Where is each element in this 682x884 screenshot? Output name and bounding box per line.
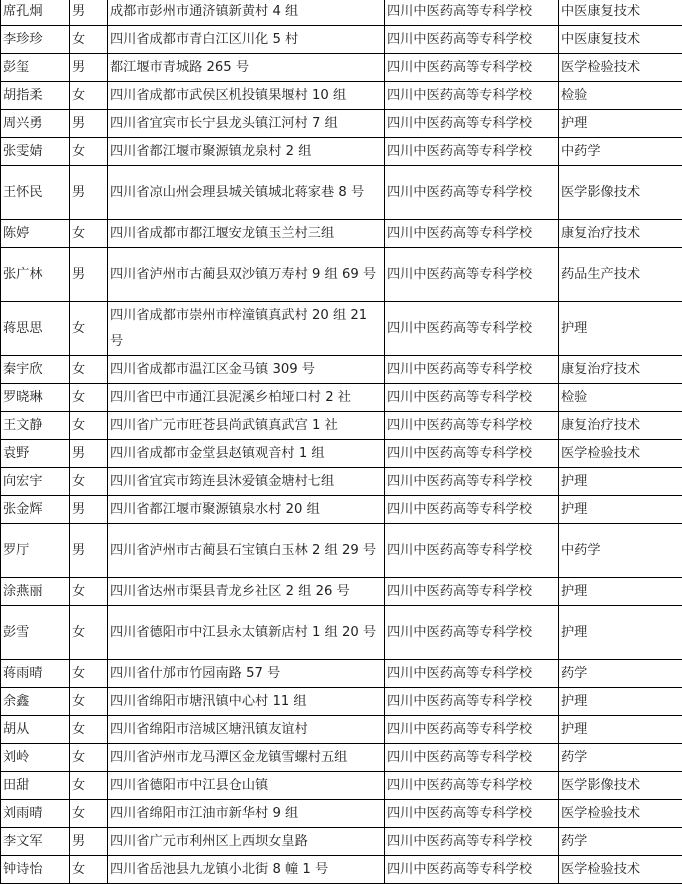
gender-cell: 女 bbox=[70, 688, 108, 716]
name-cell: 王文静 bbox=[1, 412, 70, 440]
table-row bbox=[1, 26, 682, 54]
major-cell: 医学检验技术 bbox=[559, 440, 682, 468]
school-cell: 四川中医药高等专科学校 bbox=[385, 138, 559, 166]
school-cell: 四川中医药高等专科学校 bbox=[385, 384, 559, 412]
gender-cell: 女 bbox=[70, 660, 108, 688]
major-cell: 药学 bbox=[559, 660, 682, 688]
table-row bbox=[1, 356, 682, 384]
name-cell: 秦宇欣 bbox=[1, 356, 70, 384]
table-row bbox=[1, 496, 682, 524]
major-cell: 护理 bbox=[559, 688, 682, 716]
major-cell: 护理 bbox=[559, 110, 682, 138]
school-cell: 四川中医药高等专科学校 bbox=[385, 578, 559, 606]
school-cell: 四川中医药高等专科学校 bbox=[385, 412, 559, 440]
address-cell: 四川省都江堰市聚源镇龙泉村 2 组 bbox=[108, 138, 385, 166]
gender-cell: 女 bbox=[70, 772, 108, 800]
gender-cell: 男 bbox=[70, 248, 108, 302]
address-cell: 四川省什邡市竹园南路 57 号 bbox=[108, 660, 385, 688]
table-row bbox=[1, 772, 682, 800]
table-row bbox=[1, 716, 682, 744]
name-cell: 胡从 bbox=[1, 716, 70, 744]
name-cell: 刘岭 bbox=[1, 744, 70, 772]
school-cell: 四川中医药高等专科学校 bbox=[385, 496, 559, 524]
major-cell: 中医康复技术 bbox=[559, 0, 682, 26]
gender-cell: 男 bbox=[70, 110, 108, 138]
major-cell: 护理 bbox=[559, 716, 682, 744]
table-row bbox=[1, 302, 682, 356]
major-cell: 医学检验技术 bbox=[559, 856, 682, 884]
gender-cell: 女 bbox=[70, 138, 108, 166]
major-cell: 医学检验技术 bbox=[559, 54, 682, 82]
address-cell: 四川省绵阳市涪城区塘汛镇友谊村 bbox=[108, 716, 385, 744]
major-cell: 药学 bbox=[559, 744, 682, 772]
address-cell: 四川省成都市青白江区川化 5 村 bbox=[108, 26, 385, 54]
name-cell: 田甜 bbox=[1, 772, 70, 800]
name-cell: 周兴勇 bbox=[1, 110, 70, 138]
major-cell: 护理 bbox=[559, 468, 682, 496]
gender-cell: 女 bbox=[70, 412, 108, 440]
address-cell: 四川省成都市都江堰安龙镇玉兰村三组 bbox=[108, 220, 385, 248]
address-cell: 四川省成都市金堂县赵镇观音村 1 组 bbox=[108, 440, 385, 468]
table-row bbox=[1, 744, 682, 772]
gender-cell: 女 bbox=[70, 606, 108, 660]
school-cell: 四川中医药高等专科学校 bbox=[385, 744, 559, 772]
gender-cell: 女 bbox=[70, 26, 108, 54]
address-cell: 四川省岳池县九龙镇小北街 8 幢 1 号 bbox=[108, 856, 385, 884]
address-cell: 四川省绵阳市塘汛镇中心村 11 组 bbox=[108, 688, 385, 716]
student-table-body bbox=[1, 0, 682, 884]
name-cell: 罗晓琳 bbox=[1, 384, 70, 412]
school-cell: 四川中医药高等专科学校 bbox=[385, 54, 559, 82]
gender-cell: 男 bbox=[70, 440, 108, 468]
school-cell: 四川中医药高等专科学校 bbox=[385, 248, 559, 302]
school-cell: 四川中医药高等专科学校 bbox=[385, 660, 559, 688]
table-row bbox=[1, 688, 682, 716]
name-cell: 钟诗怡 bbox=[1, 856, 70, 884]
major-cell: 中药学 bbox=[559, 524, 682, 578]
table-row bbox=[1, 524, 682, 578]
name-cell: 张广林 bbox=[1, 248, 70, 302]
gender-cell: 女 bbox=[70, 384, 108, 412]
major-cell: 中药学 bbox=[559, 138, 682, 166]
major-cell: 检验 bbox=[559, 384, 682, 412]
gender-cell: 女 bbox=[70, 468, 108, 496]
address-cell: 四川省泸州市龙马潭区金龙镇雪螺村五组 bbox=[108, 744, 385, 772]
gender-cell: 女 bbox=[70, 302, 108, 356]
gender-cell: 女 bbox=[70, 744, 108, 772]
major-cell: 药学 bbox=[559, 828, 682, 856]
school-cell: 四川中医药高等专科学校 bbox=[385, 688, 559, 716]
table-row bbox=[1, 578, 682, 606]
major-cell: 护理 bbox=[559, 606, 682, 660]
address-cell: 四川省广元市利州区上西坝女皇路 bbox=[108, 828, 385, 856]
major-cell: 医学检验技术 bbox=[559, 800, 682, 828]
name-cell: 胡指柔 bbox=[1, 82, 70, 110]
name-cell: 罗厅 bbox=[1, 524, 70, 578]
major-cell: 护理 bbox=[559, 302, 682, 356]
school-cell: 四川中医药高等专科学校 bbox=[385, 110, 559, 138]
name-cell: 李文军 bbox=[1, 828, 70, 856]
major-cell: 检验 bbox=[559, 82, 682, 110]
name-cell: 蒋思思 bbox=[1, 302, 70, 356]
address-cell: 都江堰市青城路 265 号 bbox=[108, 54, 385, 82]
school-cell: 四川中医药高等专科学校 bbox=[385, 772, 559, 800]
school-cell: 四川中医药高等专科学校 bbox=[385, 524, 559, 578]
school-cell: 四川中医药高等专科学校 bbox=[385, 856, 559, 884]
gender-cell: 女 bbox=[70, 856, 108, 884]
school-cell: 四川中医药高等专科学校 bbox=[385, 440, 559, 468]
address-cell: 四川省达州市渠县青龙乡社区 2 组 26 号 bbox=[108, 578, 385, 606]
name-cell: 涂燕丽 bbox=[1, 578, 70, 606]
gender-cell: 男 bbox=[70, 0, 108, 26]
table-row bbox=[1, 828, 682, 856]
table-row bbox=[1, 412, 682, 440]
address-cell: 四川省宜宾市筠连县沐爱镇金塘村七组 bbox=[108, 468, 385, 496]
major-cell: 康复治疗技术 bbox=[559, 356, 682, 384]
table-row bbox=[1, 220, 682, 248]
school-cell: 四川中医药高等专科学校 bbox=[385, 166, 559, 220]
gender-cell: 女 bbox=[70, 800, 108, 828]
gender-cell: 女 bbox=[70, 82, 108, 110]
table-row bbox=[1, 110, 682, 138]
major-cell: 康复治疗技术 bbox=[559, 220, 682, 248]
school-cell: 四川中医药高等专科学校 bbox=[385, 0, 559, 26]
school-cell: 四川中医药高等专科学校 bbox=[385, 26, 559, 54]
major-cell: 医学影像技术 bbox=[559, 166, 682, 220]
table-row bbox=[1, 660, 682, 688]
major-cell: 药品生产技术 bbox=[559, 248, 682, 302]
gender-cell: 女 bbox=[70, 220, 108, 248]
table-row bbox=[1, 440, 682, 468]
school-cell: 四川中医药高等专科学校 bbox=[385, 716, 559, 744]
school-cell: 四川中医药高等专科学校 bbox=[385, 800, 559, 828]
address-cell: 四川省凉山州会理县城关镇城北蒋家巷 8 号 bbox=[108, 166, 385, 220]
name-cell: 席孔炯 bbox=[1, 0, 70, 26]
name-cell: 张金辉 bbox=[1, 496, 70, 524]
table-row bbox=[1, 0, 682, 26]
school-cell: 四川中医药高等专科学校 bbox=[385, 468, 559, 496]
address-cell: 四川省宜宾市长宁县龙头镇江河村 7 组 bbox=[108, 110, 385, 138]
major-cell: 护理 bbox=[559, 496, 682, 524]
address-cell: 四川省都江堰市聚源镇泉水村 20 组 bbox=[108, 496, 385, 524]
name-cell: 刘雨晴 bbox=[1, 800, 70, 828]
name-cell: 陈婷 bbox=[1, 220, 70, 248]
gender-cell: 男 bbox=[70, 524, 108, 578]
name-cell: 王怀民 bbox=[1, 166, 70, 220]
address-cell: 四川省德阳市中江县仓山镇 bbox=[108, 772, 385, 800]
name-cell: 张雯婧 bbox=[1, 138, 70, 166]
address-cell: 四川省泸州市古蔺县双沙镇万寿村 9 组 69 号 bbox=[108, 248, 385, 302]
school-cell: 四川中医药高等专科学校 bbox=[385, 356, 559, 384]
table-row bbox=[1, 468, 682, 496]
table-row bbox=[1, 856, 682, 884]
school-cell: 四川中医药高等专科学校 bbox=[385, 302, 559, 356]
school-cell: 四川中医药高等专科学校 bbox=[385, 828, 559, 856]
name-cell: 彭雪 bbox=[1, 606, 70, 660]
address-cell: 四川省德阳市中江县永太镇新店村 1 组 20 号 bbox=[108, 606, 385, 660]
name-cell: 袁野 bbox=[1, 440, 70, 468]
table-row bbox=[1, 82, 682, 110]
gender-cell: 女 bbox=[70, 716, 108, 744]
name-cell: 余鑫 bbox=[1, 688, 70, 716]
name-cell: 彭玺 bbox=[1, 54, 70, 82]
address-cell: 四川省成都市温江区金马镇 309 号 bbox=[108, 356, 385, 384]
address-cell: 四川省广元市旺苍县尚武镇真武宫 1 社 bbox=[108, 412, 385, 440]
table-row bbox=[1, 248, 682, 302]
table-row bbox=[1, 606, 682, 660]
table-row bbox=[1, 138, 682, 166]
table-row bbox=[1, 800, 682, 828]
gender-cell: 女 bbox=[70, 578, 108, 606]
school-cell: 四川中医药高等专科学校 bbox=[385, 82, 559, 110]
table-row bbox=[1, 54, 682, 82]
major-cell: 中医康复技术 bbox=[559, 26, 682, 54]
address-cell: 四川省泸州市古蔺县石宝镇白玉林 2 组 29 号 bbox=[108, 524, 385, 578]
address-cell: 成都市彭州市通济镇新黄村 4 组 bbox=[108, 0, 385, 26]
school-cell: 四川中医药高等专科学校 bbox=[385, 606, 559, 660]
name-cell: 向宏宇 bbox=[1, 468, 70, 496]
gender-cell: 男 bbox=[70, 166, 108, 220]
address-cell: 四川省绵阳市江油市新华村 9 组 bbox=[108, 800, 385, 828]
name-cell: 李珍珍 bbox=[1, 26, 70, 54]
table-row bbox=[1, 166, 682, 220]
name-cell: 蒋雨晴 bbox=[1, 660, 70, 688]
major-cell: 护理 bbox=[559, 578, 682, 606]
gender-cell: 男 bbox=[70, 54, 108, 82]
major-cell: 医学影像技术 bbox=[559, 772, 682, 800]
table-row bbox=[1, 384, 682, 412]
major-cell: 康复治疗技术 bbox=[559, 412, 682, 440]
address-cell: 四川省巴中市通江县泥溪乡柏垭口村 2 社 bbox=[108, 384, 385, 412]
gender-cell: 男 bbox=[70, 828, 108, 856]
gender-cell: 女 bbox=[70, 356, 108, 384]
address-cell: 四川省成都市武侯区机投镇果堰村 10 组 bbox=[108, 82, 385, 110]
gender-cell: 男 bbox=[70, 496, 108, 524]
school-cell: 四川中医药高等专科学校 bbox=[385, 220, 559, 248]
address-cell: 四川省成都市崇州市梓潼镇真武村 20 组 21 号 bbox=[108, 302, 385, 356]
